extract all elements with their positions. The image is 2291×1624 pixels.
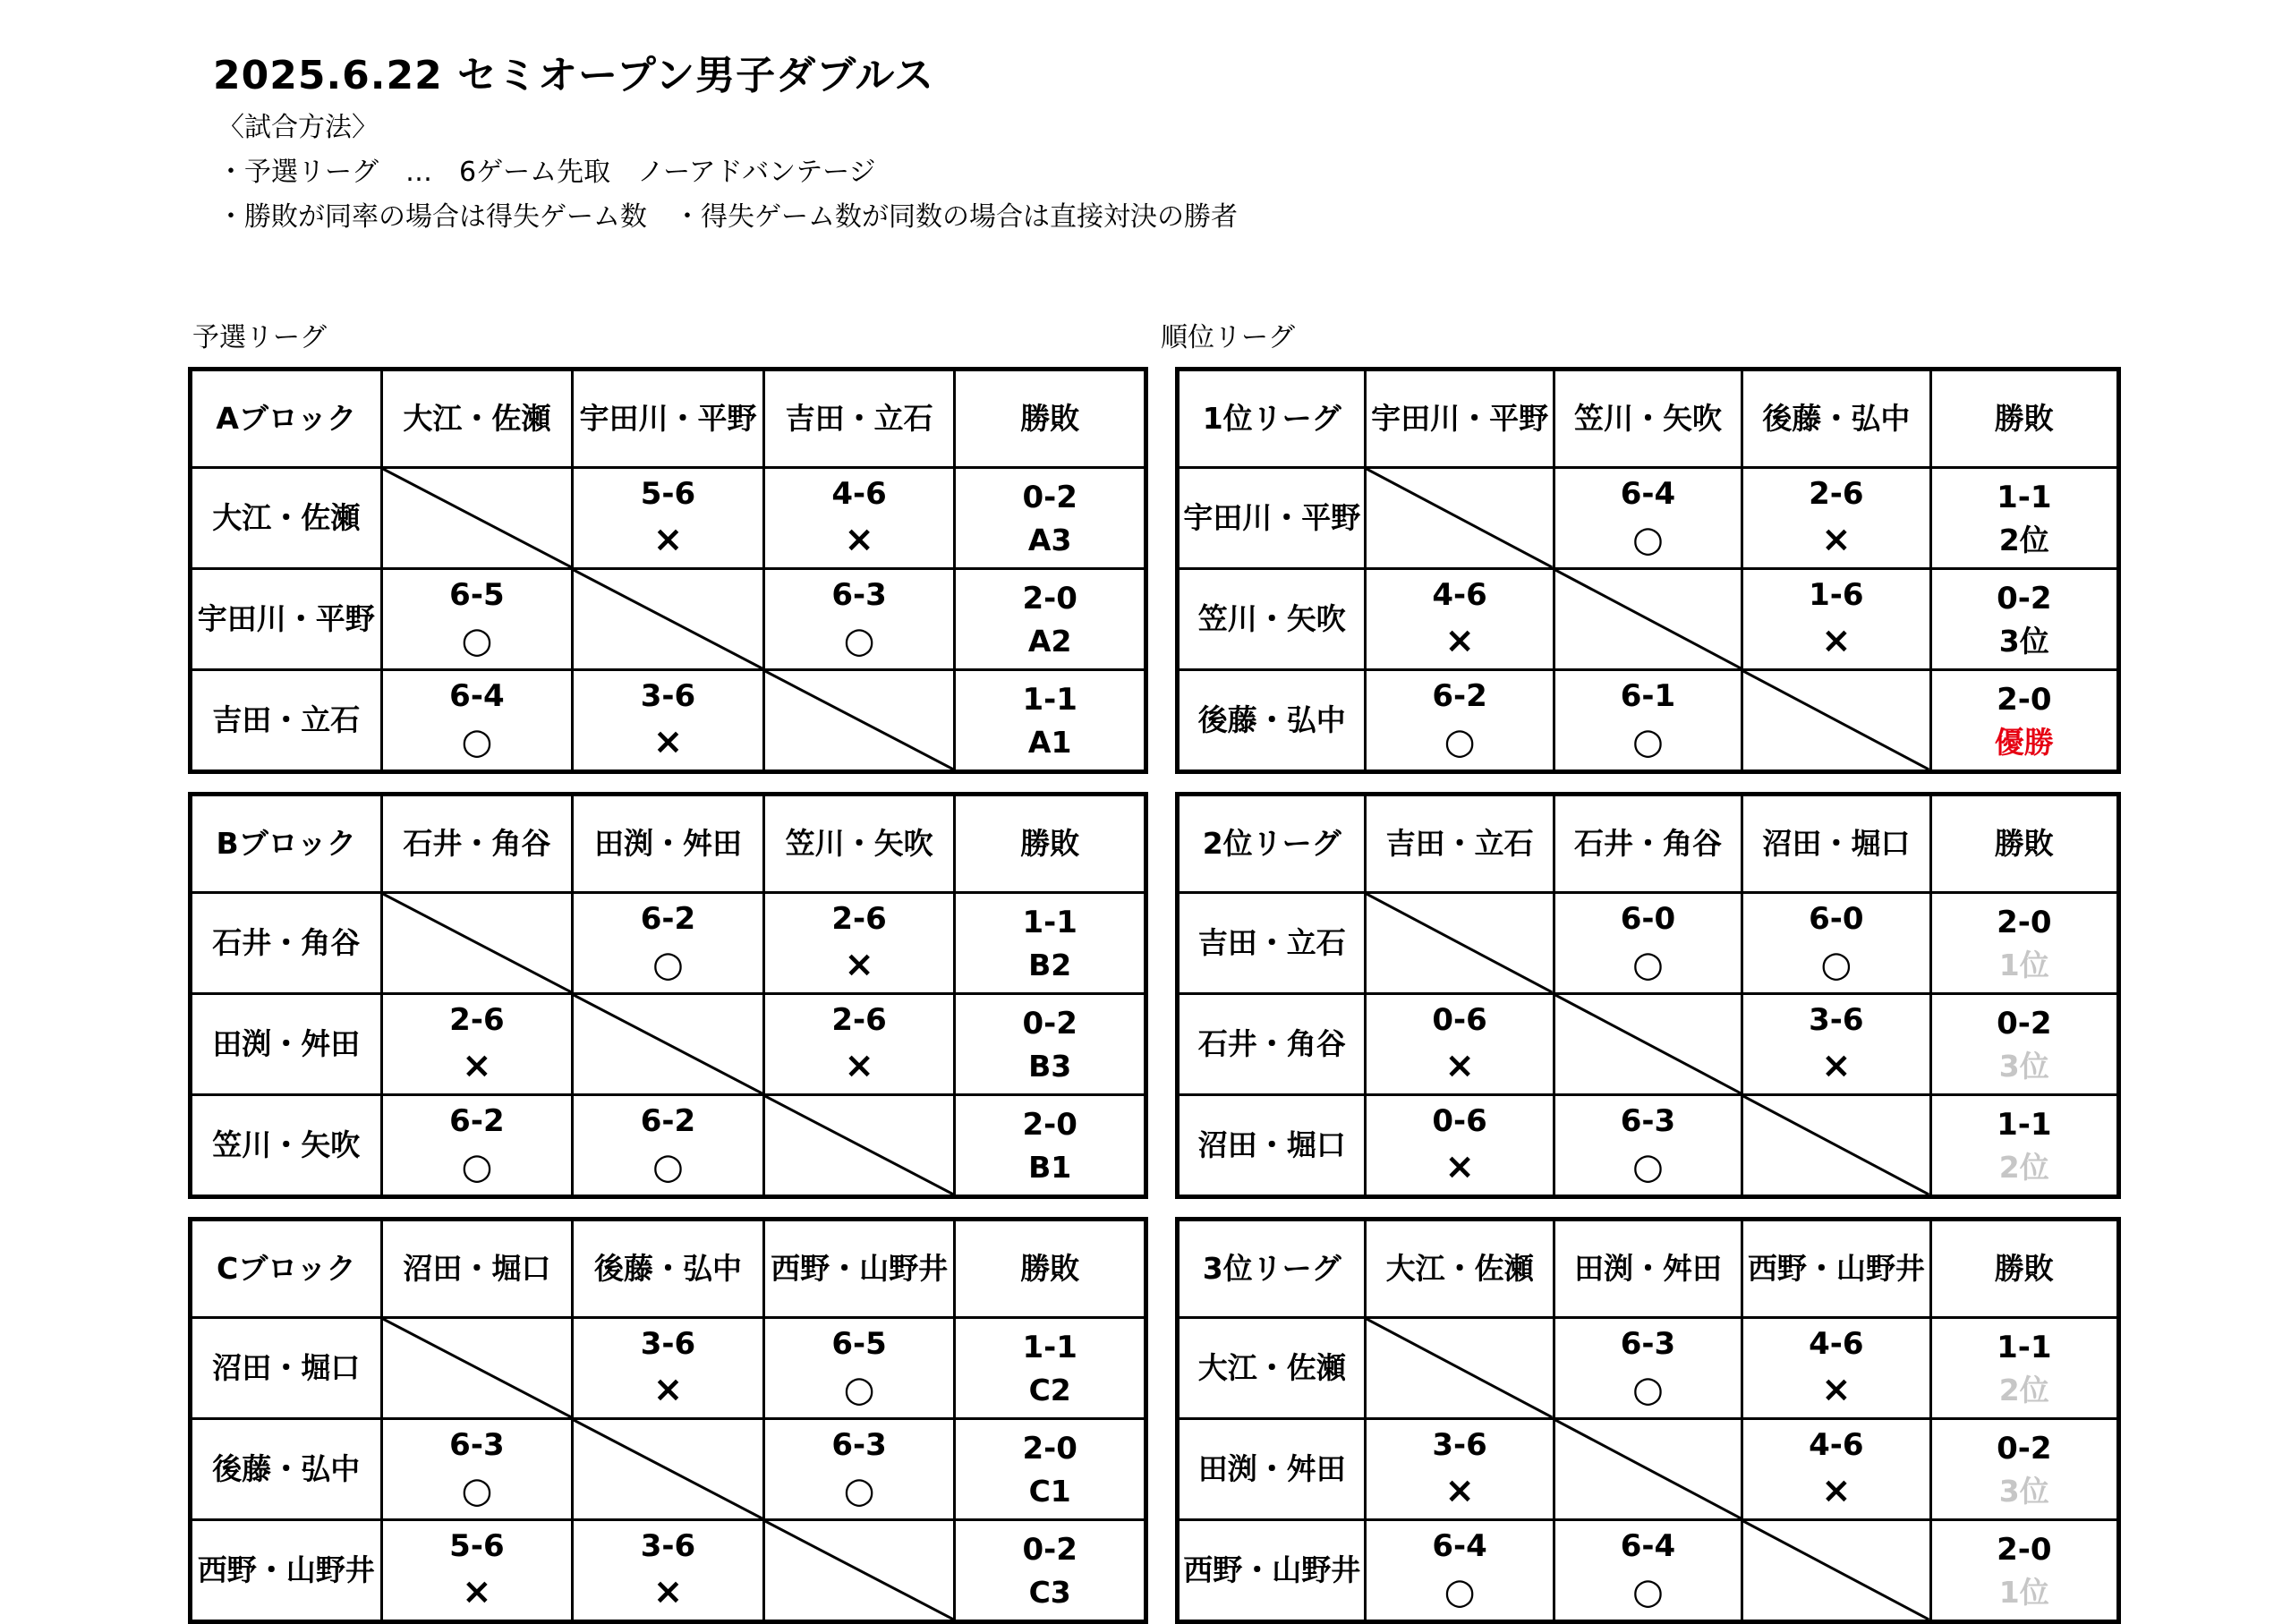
match-mark: × (1821, 1045, 1852, 1086)
diagonal-line (765, 671, 954, 769)
result-header: 勝敗 (1930, 1220, 2118, 1318)
record-cell (1930, 468, 2118, 569)
match-cell (573, 1520, 764, 1622)
record-cell (955, 670, 1146, 772)
table-row (1178, 893, 2119, 994)
match-cell (1554, 893, 1742, 994)
table-row (1178, 1419, 2119, 1520)
diagonal-cell (573, 569, 764, 670)
diagonal-line (574, 570, 762, 668)
table-row (1178, 1095, 2119, 1197)
match-score: 6-3 (1620, 1326, 1676, 1362)
header-row (191, 795, 1146, 893)
win-loss-record: 0-2 (1997, 580, 2052, 616)
match-score: 6-4 (1620, 1528, 1676, 1564)
match-score: 6-5 (831, 1326, 887, 1362)
record-cell (955, 569, 1146, 670)
rank-label: 3位 (1998, 1048, 2049, 1084)
match-cell (573, 1318, 764, 1419)
match-score: 0-6 (1432, 1002, 1487, 1038)
diagonal-cell (1554, 1419, 1742, 1520)
team-label: 沼田・堀口 (191, 1318, 382, 1419)
match-score: 6-3 (1620, 1103, 1676, 1139)
match-mark: × (1821, 620, 1852, 661)
match-score: 6-3 (831, 1427, 887, 1463)
match-score: 6-2 (640, 901, 696, 937)
method-heading: 〈試合方法〉 (217, 112, 379, 143)
match-mark: × (462, 1045, 492, 1086)
match-cell (381, 569, 573, 670)
diagonal-line (383, 469, 572, 567)
section-label: 予選リーグ (192, 322, 327, 353)
match-cell (1742, 468, 1930, 569)
record-cell (1930, 994, 2118, 1095)
rank-label: B2 (1028, 947, 1072, 982)
match-cell (763, 1318, 955, 1419)
match-score: 6-1 (1620, 678, 1676, 714)
opponent-header: 大江・佐瀬 (1366, 1220, 1554, 1318)
header-row (1178, 1220, 2119, 1318)
result-header: 勝敗 (1930, 370, 2118, 468)
match-mark: × (652, 721, 684, 762)
rank-label: 1位 (1998, 947, 2049, 982)
match-score: 6-4 (1620, 476, 1676, 512)
opponent-header: 後藤・弘中 (573, 1220, 764, 1318)
match-cell (1742, 569, 1930, 670)
rank-label: A3 (1027, 522, 1072, 557)
record-cell (1930, 569, 2118, 670)
table-row (1178, 670, 2119, 772)
rank-label: B1 (1028, 1149, 1072, 1185)
record-cell (955, 468, 1146, 569)
match-cell (1366, 1520, 1554, 1622)
diagonal-line (574, 1420, 762, 1518)
match-mark: × (844, 519, 874, 560)
match-score: 6-4 (1432, 1528, 1487, 1564)
rank-label: 2位 (1998, 522, 2049, 557)
page-title: 2025.6.22 セミオープン男子ダブルス (213, 53, 935, 98)
match-cell (1742, 1318, 1930, 1419)
match-cell (1366, 994, 1554, 1095)
rank-label: 優勝 (1994, 724, 2054, 760)
opponent-header: 西野・山野井 (1742, 1220, 1930, 1318)
win-loss-record: 1-1 (1022, 1329, 1077, 1365)
team-label: 宇田川・平野 (1178, 468, 1366, 569)
rank-label: C2 (1028, 1372, 1071, 1407)
diagonal-cell (381, 893, 573, 994)
team-label: 西野・山野井 (191, 1520, 382, 1622)
diagonal-cell (573, 994, 764, 1095)
match-mark: ○ (1820, 944, 1852, 985)
match-mark: × (652, 1571, 684, 1612)
win-loss-record: 2-0 (1997, 681, 2052, 718)
result-header: 勝敗 (955, 370, 1146, 468)
team-label: 笠川・矢吹 (191, 1095, 382, 1197)
match-method-block (217, 106, 1238, 240)
match-score: 6-4 (449, 678, 505, 714)
team-label: 沼田・堀口 (1178, 1095, 1366, 1197)
rank-label: C3 (1028, 1574, 1071, 1610)
opponent-header: 沼田・堀口 (1742, 795, 1930, 893)
opponent-header: 石井・角谷 (381, 795, 573, 893)
match-mark: ○ (1632, 1369, 1664, 1410)
section-label: 順位リーグ (1161, 322, 1295, 353)
record-cell (1930, 1520, 2118, 1622)
match-mark: × (1821, 519, 1852, 560)
record-cell (1930, 1318, 2118, 1419)
match-score: 2-6 (831, 1002, 887, 1038)
match-mark: ○ (1632, 944, 1664, 985)
match-score: 4-6 (1432, 577, 1487, 613)
opponent-header: 吉田・立石 (1366, 795, 1554, 893)
team-label: 笠川・矢吹 (1178, 569, 1366, 670)
match-cell (381, 670, 573, 772)
diagonal-cell (573, 1419, 764, 1520)
match-mark: ○ (1632, 519, 1664, 560)
match-cell (573, 670, 764, 772)
method-line-1: ・予選リーグ … 6ゲーム先取 ノーアドバンテージ (217, 157, 876, 188)
record-cell (955, 1095, 1146, 1197)
opponent-header: 宇田川・平野 (1366, 370, 1554, 468)
table-title: 3位リーグ (1178, 1220, 1366, 1318)
league-table-rank-3 (1175, 1217, 2121, 1624)
match-mark: × (844, 1045, 874, 1086)
match-cell (1554, 1520, 1742, 1622)
win-loss-record: 1-1 (1997, 1329, 2052, 1365)
win-loss-record: 0-2 (1997, 1005, 2052, 1042)
match-cell (1554, 1095, 1742, 1197)
win-loss-record: 0-2 (1022, 1005, 1077, 1042)
match-cell (763, 994, 955, 1095)
opponent-header: 西野・山野井 (763, 1220, 955, 1318)
match-cell (763, 468, 955, 569)
header-row (1178, 370, 2119, 468)
win-loss-record: 2-0 (1997, 1531, 2052, 1568)
team-label: 大江・佐瀬 (191, 468, 382, 569)
diagonal-line (1743, 1521, 1929, 1620)
win-loss-record: 2-0 (1022, 580, 1077, 616)
match-mark: × (1821, 1369, 1852, 1410)
rank-label: 1位 (1998, 1574, 2049, 1610)
match-mark: × (1821, 1470, 1852, 1511)
match-mark: × (652, 1369, 684, 1410)
table-row (191, 1095, 1146, 1197)
match-score: 4-6 (1809, 1427, 1864, 1463)
match-score: 6-0 (1620, 901, 1676, 937)
match-score: 0-6 (1432, 1103, 1487, 1139)
match-cell (1366, 670, 1554, 772)
match-mark: × (462, 1571, 492, 1612)
match-score: 4-6 (831, 476, 887, 512)
match-cell (763, 893, 955, 994)
match-mark: × (1444, 1470, 1475, 1511)
diagonal-cell (1554, 994, 1742, 1095)
diagonal-line (1555, 1420, 1741, 1518)
diagonal-cell (763, 670, 955, 772)
opponent-header: 後藤・弘中 (1742, 370, 1930, 468)
match-cell (381, 1095, 573, 1197)
win-loss-record: 1-1 (1997, 479, 2052, 515)
match-cell (573, 893, 764, 994)
diagonal-line (1555, 995, 1741, 1093)
diagonal-line (1555, 570, 1741, 668)
match-score: 2-6 (831, 901, 887, 937)
rank-label: C1 (1028, 1473, 1071, 1509)
match-score: 6-2 (640, 1103, 696, 1139)
match-score: 6-5 (449, 577, 505, 613)
team-label: 大江・佐瀬 (1178, 1318, 1366, 1419)
match-score: 5-6 (640, 476, 696, 512)
diagonal-line (574, 995, 762, 1093)
match-mark: ○ (652, 1146, 684, 1187)
table-row (191, 1318, 1146, 1419)
match-score: 3-6 (640, 678, 696, 714)
opponent-header: 石井・角谷 (1554, 795, 1742, 893)
table-row (1178, 1520, 2119, 1622)
match-score: 4-6 (1809, 1326, 1864, 1362)
match-mark: ○ (1632, 721, 1664, 762)
win-loss-record: 0-2 (1997, 1430, 2052, 1467)
match-mark: ○ (843, 1470, 875, 1511)
league-table-block-a (188, 367, 1148, 774)
match-cell (381, 1520, 573, 1622)
match-score: 2-6 (1809, 476, 1864, 512)
match-cell (1742, 893, 1930, 994)
record-cell (1930, 1095, 2118, 1197)
win-loss-record: 2-0 (1022, 1106, 1077, 1143)
opponent-header: 吉田・立石 (763, 370, 955, 468)
rank-label: A2 (1027, 623, 1072, 659)
opponent-header: 田渕・舛田 (1554, 1220, 1742, 1318)
rank-label: B3 (1028, 1048, 1072, 1084)
match-mark: ○ (843, 620, 875, 661)
match-cell (573, 1095, 764, 1197)
win-loss-record: 0-2 (1022, 1531, 1077, 1568)
match-mark: × (1444, 1146, 1475, 1187)
record-cell (955, 1318, 1146, 1419)
match-cell (381, 1419, 573, 1520)
table-row (191, 1419, 1146, 1520)
result-header: 勝敗 (955, 795, 1146, 893)
opponent-header: 大江・佐瀬 (381, 370, 573, 468)
opponent-header: 沼田・堀口 (381, 1220, 573, 1318)
match-score: 6-2 (1432, 678, 1487, 714)
table-row (191, 893, 1146, 994)
win-loss-record: 2-0 (1022, 1430, 1077, 1467)
match-mark: ○ (461, 721, 493, 762)
match-mark: ○ (652, 944, 684, 985)
table-row (191, 468, 1146, 569)
diagonal-line (1367, 1319, 1552, 1417)
table-title: Bブロック (191, 795, 382, 893)
win-loss-record: 1-1 (1022, 904, 1077, 940)
record-cell (955, 1520, 1146, 1622)
rank-label: 2位 (1998, 1149, 2049, 1185)
rank-label: 3位 (1998, 1473, 2049, 1509)
match-score: 6-2 (449, 1103, 505, 1139)
table-row (1178, 994, 2119, 1095)
match-cell (1742, 1419, 1930, 1520)
table-row (1178, 1318, 2119, 1419)
match-cell (763, 569, 955, 670)
match-mark: ○ (1632, 1571, 1664, 1612)
team-label: 吉田・立石 (191, 670, 382, 772)
match-cell (1366, 569, 1554, 670)
diagonal-line (1743, 671, 1929, 769)
diagonal-line (765, 1521, 954, 1620)
match-score: 3-6 (1432, 1427, 1487, 1463)
record-cell (955, 1419, 1146, 1520)
record-cell (1930, 893, 2118, 994)
diagonal-line (383, 894, 572, 992)
table-row (1178, 468, 2119, 569)
table-title: Cブロック (191, 1220, 382, 1318)
table-title: 2位リーグ (1178, 795, 1366, 893)
table-title: 1位リーグ (1178, 370, 1366, 468)
method-line-2: ・勝敗が同率の場合は得失ゲーム数 ・得失ゲーム数が同数の場合は直接対決の勝者 (217, 201, 1238, 233)
table-row (191, 670, 1146, 772)
league-table-block-b (188, 792, 1148, 1199)
diagonal-cell (381, 468, 573, 569)
match-cell (1742, 994, 1930, 1095)
diagonal-cell (1366, 468, 1554, 569)
diagonal-cell (381, 1318, 573, 1419)
opponent-header: 宇田川・平野 (573, 370, 764, 468)
team-label: 吉田・立石 (1178, 893, 1366, 994)
table-row (191, 569, 1146, 670)
opponent-header: 笠川・矢吹 (1554, 370, 1742, 468)
record-cell (1930, 670, 2118, 772)
win-loss-record: 0-2 (1022, 479, 1077, 515)
win-loss-record: 1-1 (1022, 681, 1077, 718)
match-cell (381, 994, 573, 1095)
diagonal-line (765, 1096, 954, 1195)
table-row (191, 994, 1146, 1095)
match-score: 6-3 (831, 577, 887, 613)
match-cell (573, 468, 764, 569)
rank-label: A1 (1027, 724, 1072, 760)
header-row (1178, 795, 2119, 893)
table-row (191, 1520, 1146, 1622)
opponent-header: 田渕・舛田 (573, 795, 764, 893)
diagonal-cell (1742, 670, 1930, 772)
match-mark: ○ (461, 1470, 493, 1511)
match-score: 2-6 (449, 1002, 505, 1038)
rank-label: 3位 (1998, 623, 2049, 659)
team-label: 田渕・舛田 (191, 994, 382, 1095)
diagonal-cell (1366, 893, 1554, 994)
table-title: Aブロック (191, 370, 382, 468)
diagonal-cell (1554, 569, 1742, 670)
match-mark: ○ (843, 1369, 875, 1410)
match-mark: ○ (1444, 1571, 1476, 1612)
win-loss-record: 1-1 (1997, 1106, 2052, 1143)
match-score: 6-3 (449, 1427, 505, 1463)
header-row (191, 1220, 1146, 1318)
match-score: 3-6 (640, 1326, 696, 1362)
match-score: 3-6 (640, 1528, 696, 1564)
diagonal-line (383, 1319, 572, 1417)
match-score: 6-0 (1809, 901, 1864, 937)
team-label: 宇田川・平野 (191, 569, 382, 670)
match-cell (1554, 670, 1742, 772)
match-mark: × (1444, 620, 1475, 661)
team-label: 後藤・弘中 (191, 1419, 382, 1520)
diagonal-cell (763, 1095, 955, 1197)
team-label: 石井・角谷 (1178, 994, 1366, 1095)
team-label: 西野・山野井 (1178, 1520, 1366, 1622)
team-label: 後藤・弘中 (1178, 670, 1366, 772)
match-mark: ○ (461, 1146, 493, 1187)
diagonal-cell (1742, 1095, 1930, 1197)
match-score: 1-6 (1809, 577, 1864, 613)
record-cell (955, 994, 1146, 1095)
record-cell (1930, 1419, 2118, 1520)
result-header: 勝敗 (1930, 795, 2118, 893)
win-loss-record: 2-0 (1997, 904, 2052, 940)
match-mark: ○ (1632, 1146, 1664, 1187)
match-mark: × (652, 519, 684, 560)
diagonal-line (1743, 1096, 1929, 1195)
league-table-rank-1 (1175, 367, 2121, 774)
match-mark: × (1444, 1045, 1475, 1086)
result-header: 勝敗 (955, 1220, 1146, 1318)
match-mark: ○ (1444, 721, 1476, 762)
record-cell (955, 893, 1146, 994)
match-cell (1554, 1318, 1742, 1419)
match-mark: ○ (461, 620, 493, 661)
match-mark: × (844, 944, 874, 985)
header-row (191, 370, 1146, 468)
table-row (1178, 569, 2119, 670)
match-score: 3-6 (1809, 1002, 1864, 1038)
team-label: 石井・角谷 (191, 893, 382, 994)
team-label: 田渕・舛田 (1178, 1419, 1366, 1520)
league-table-rank-2 (1175, 792, 2121, 1199)
diagonal-cell (763, 1520, 955, 1622)
league-table-block-c (188, 1217, 1148, 1624)
diagonal-line (1367, 894, 1552, 992)
rank-label: 2位 (1998, 1372, 2049, 1407)
match-cell (1554, 468, 1742, 569)
match-cell (1366, 1095, 1554, 1197)
match-cell (763, 1419, 955, 1520)
match-score: 5-6 (449, 1528, 505, 1564)
match-cell (1366, 1419, 1554, 1520)
opponent-header: 笠川・矢吹 (763, 795, 955, 893)
diagonal-cell (1366, 1318, 1554, 1419)
diagonal-cell (1742, 1520, 1930, 1622)
diagonal-line (1367, 469, 1552, 567)
